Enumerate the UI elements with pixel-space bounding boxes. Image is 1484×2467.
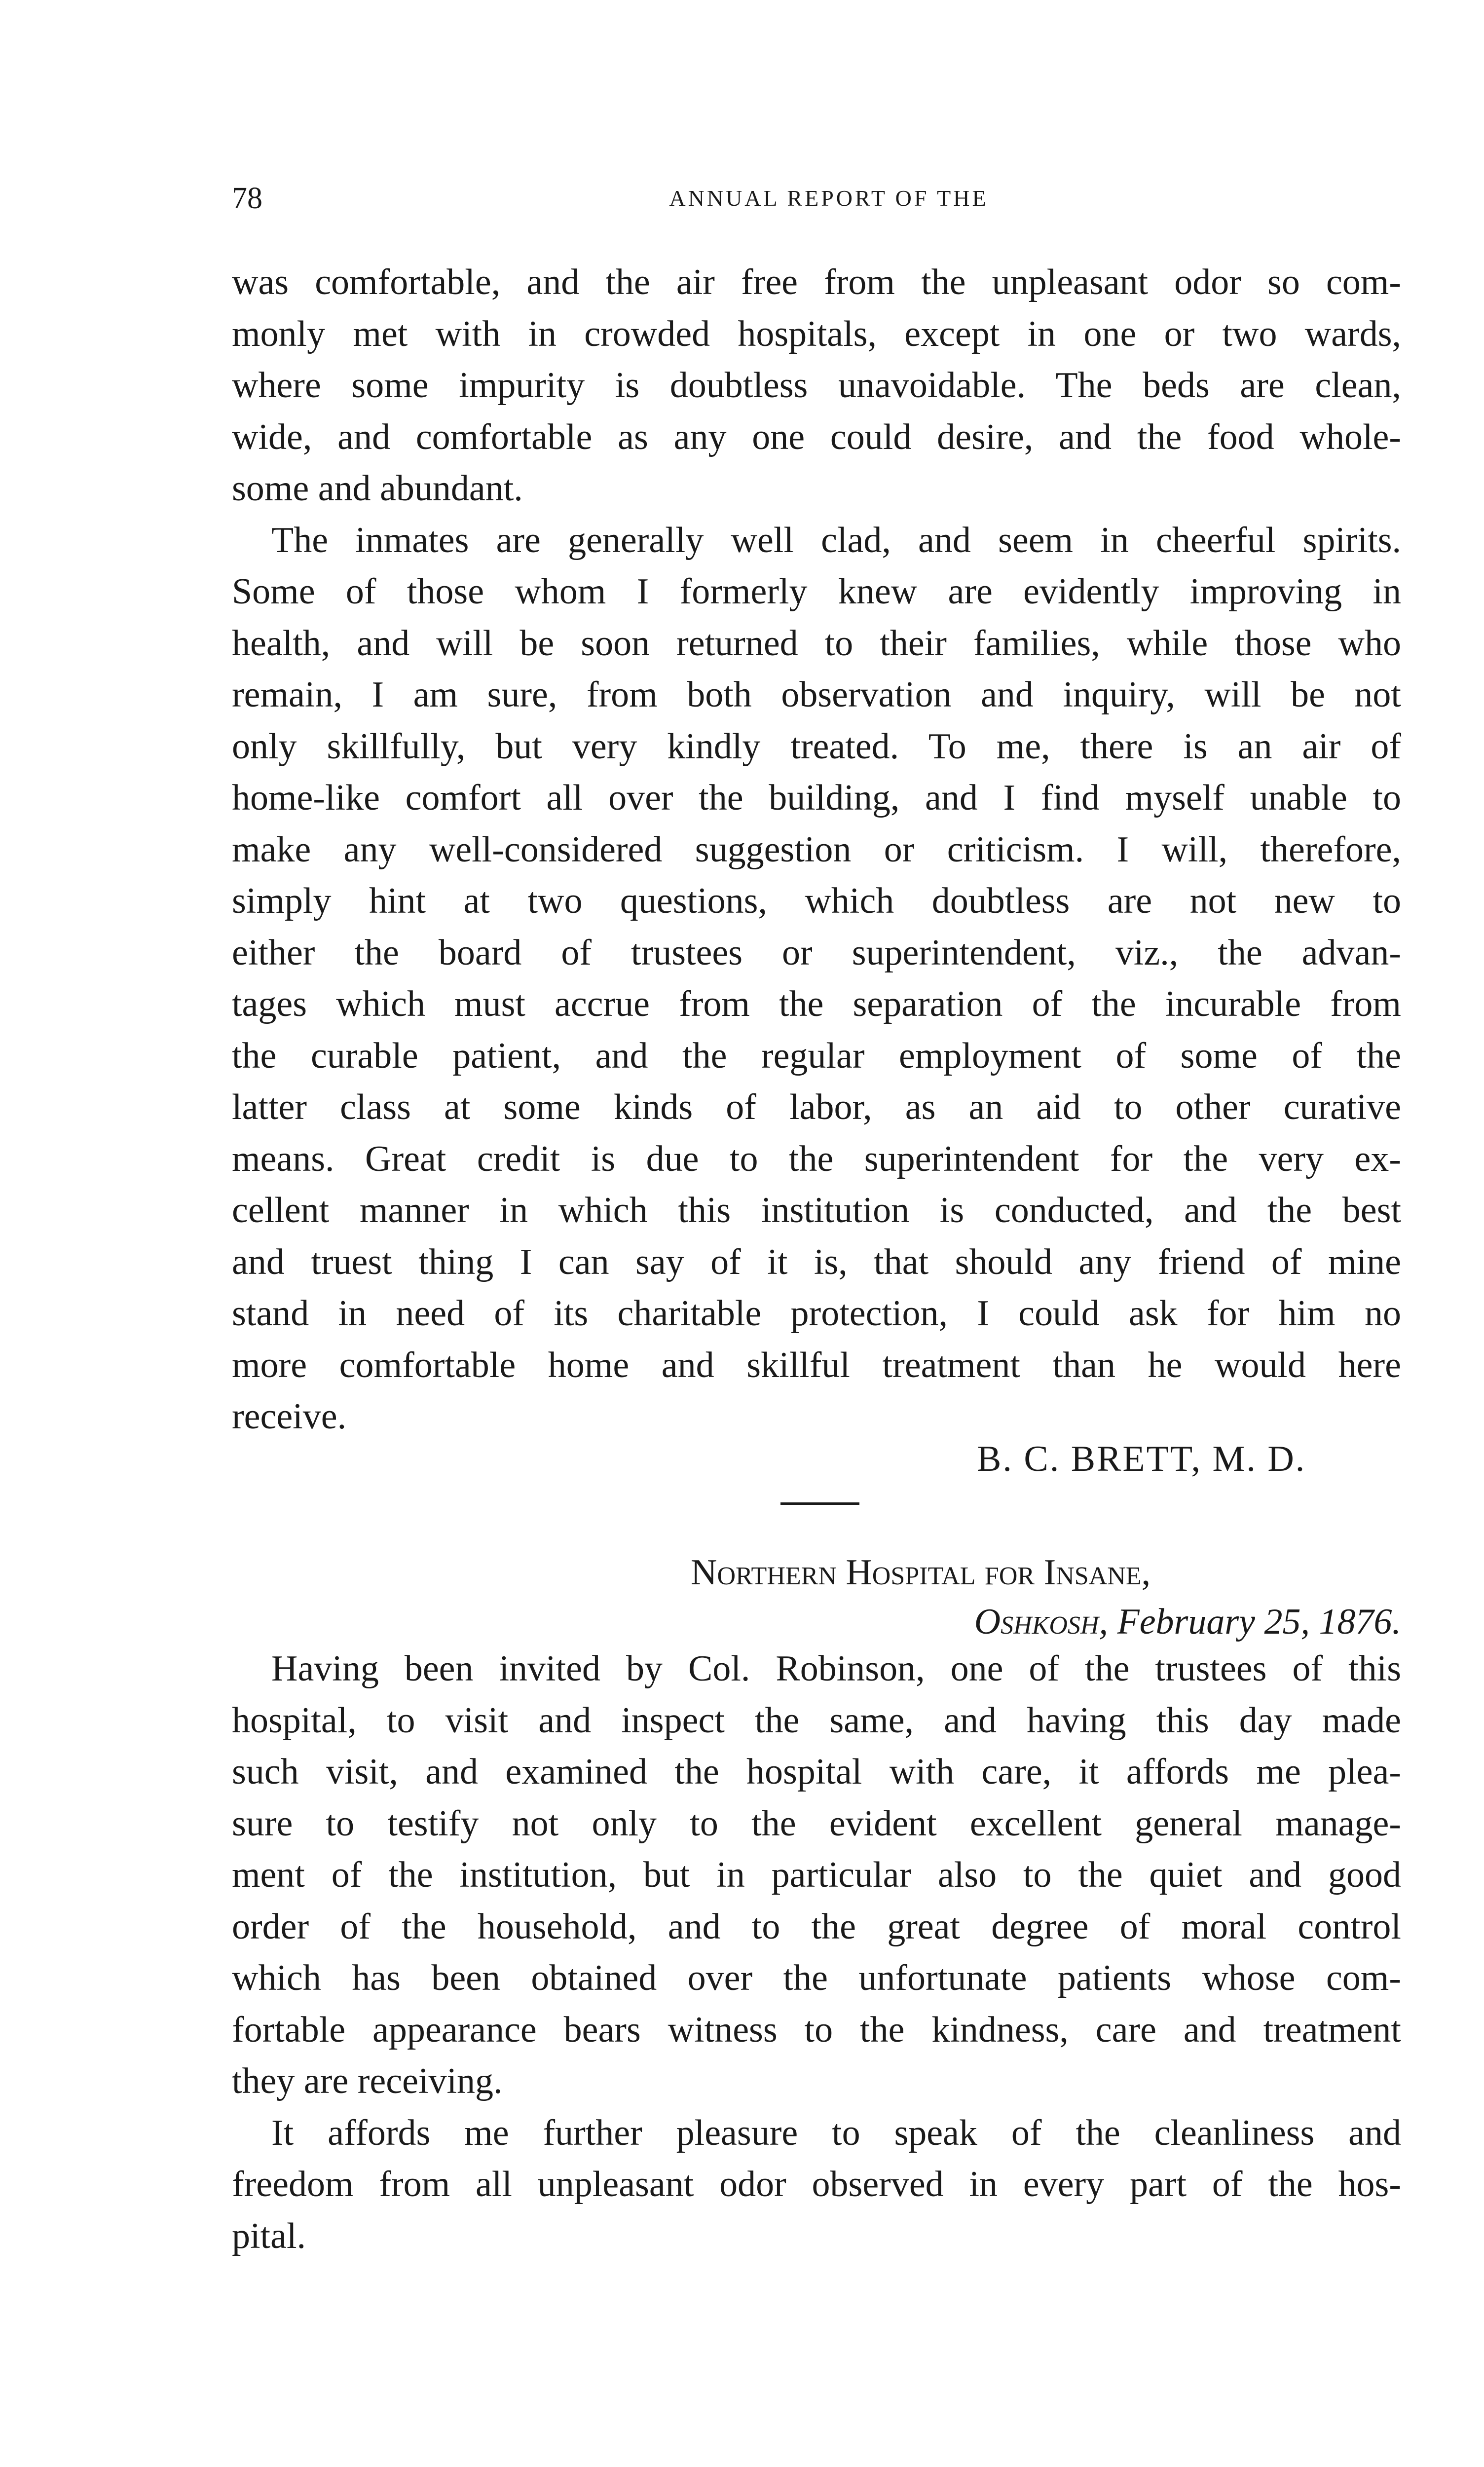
letter-dateline [974,1596,1401,1647]
running-title: ANNUAL REPORT OF THE [669,186,989,211]
text-line: which has been obtained over the unfortunate patients whose com- [232,1958,1401,1998]
text-line: was comfortable, and the air free from the unpleasant odor so com- [232,262,1401,302]
text-line: sure to testify not only to the evident excellent general manage- [232,1803,1401,1844]
text-line: Some of those whom I formerly knew are evidently improving in [232,571,1401,612]
text-line: they are receiving. [232,2061,503,2101]
text-line: It affords me further pleasure to speak of the cleanliness and [271,2112,1401,2153]
text-line: more comfortable home and skillful treatment than he would here [232,1345,1401,1385]
text-line: fortable appearance bears witness to the kindness, care and treatment [232,2009,1401,2050]
dateline-city: Oshkosh, [974,1602,1108,1642]
text-line: health, and will be soon returned to their families, while those who [232,623,1401,664]
signature: B. C. BRETT, M. D. [977,1439,1306,1479]
text-line: The inmates are generally well clad, and seem in cheerful spirits. [271,520,1401,561]
page-header [232,174,1426,223]
text-line: order of the household, and to the great degree of moral control [232,1906,1401,1947]
text-line: such visit, and examined the hospital with care, it affords me plea- [232,1752,1401,1792]
text-line: remain, I am sure, from both observation and inquiry, will be not [232,674,1401,715]
text-line: latter class at some kinds of labor, as an aid to other curative [232,1087,1401,1127]
text-line: stand in need of its charitable protection, I could ask for him no [232,1293,1401,1334]
text-line: means. Great credit is due to the superintendent for the very ex- [232,1138,1401,1179]
text-line: monly met with in crowded hospitals, except in one or two wards, [232,313,1401,354]
text-line: the curable patient, and the regular employment of some of the [232,1035,1401,1076]
section-divider [780,1502,859,1505]
text-line: some and abundant. [232,468,523,509]
text-line: cellent manner in which this institution is conducted, and the best [232,1190,1401,1231]
text-line: where some impurity is doubtless unavoidable. The beds are clean, [232,365,1401,406]
text-line: freedom from all unpleasant odor observed in every part of the hos- [232,2164,1401,2205]
text-line: either the board of trustees or superintendent, viz., the advan- [232,932,1401,973]
page-number: 78 [232,182,262,215]
text-line: simply hint at two questions, which doubtless are not new to [232,881,1401,921]
text-line: home-like comfort all over the building, and I find myself unable to [232,778,1401,818]
text-line: tages which must accrue from the separation of the incurable from [232,984,1401,1024]
dateline-date: February 25, 1876. [1117,1602,1401,1642]
letter-body-2 [232,1643,1401,2262]
text-line: make any well-considered suggestion or criticism. I will, therefore, [232,829,1401,870]
text-line: ment of the institution, but in particular also to the quiet and good [232,1855,1401,1895]
letter-heading: Northern Hospital for Insane, [691,1552,1151,1593]
text-line: hospital, to visit and inspect the same, and having this day made [232,1700,1401,1741]
text-line: receive. [232,1396,347,1437]
text-line: wide, and comfortable as any one could desire, and the food whole- [232,416,1401,457]
text-line: only skillfully, but very kindly treated. To me, there is an air of [232,726,1401,767]
text-line: Having been invited by Col. Robinson, one of the trustees of this [271,1648,1401,1689]
text-line: and truest thing I can say of it is, that should any friend of mine [232,1241,1401,1282]
letter-body-1 [232,257,1401,1443]
text-line: pital. [232,2215,306,2256]
